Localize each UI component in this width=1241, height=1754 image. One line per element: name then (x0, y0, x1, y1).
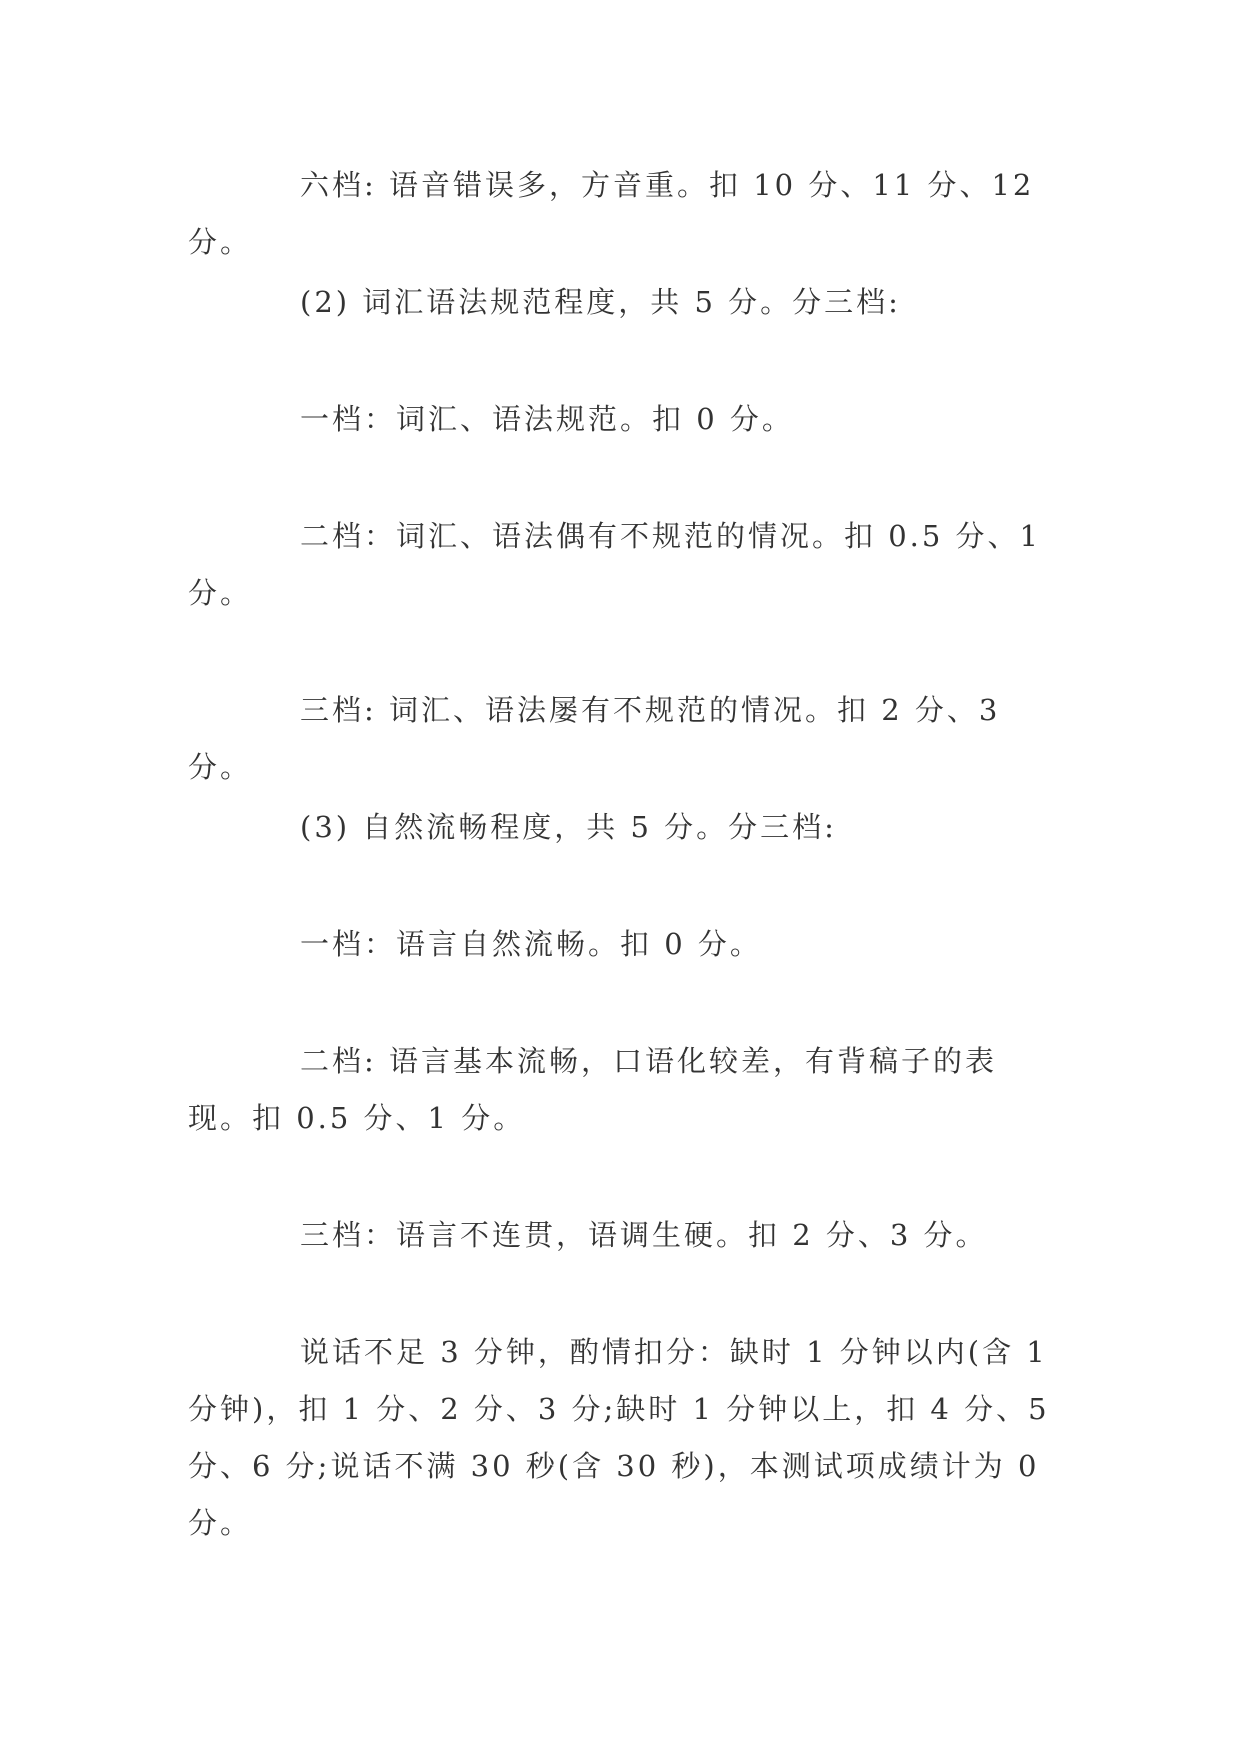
paragraph-vocabulary-grammar-heading: (2) 词汇语法规范程度，共 5 分。分三档: (300, 285, 901, 319)
paragraph-vocabulary-level-two: 二档：词汇、语法偶有不规范的情况。扣 0.5 分、1 分。 (188, 519, 1042, 610)
paragraph-level-six: 六档: 语音错误多，方音重。扣 10 分、11 分、12 分。 (188, 168, 1035, 259)
paragraph-fluency-level-two: 二档: 语言基本流畅，口语化较差，有背稿子的表现。扣 0.5 分、1 分。 (188, 1044, 997, 1135)
paragraph-fluency-heading: (3) 自然流畅程度，共 5 分。分三档: (300, 810, 837, 844)
paragraph-vocabulary-level-three: 三档: 词汇、语法屡有不规范的情况。扣 2 分、3 分。 (188, 693, 1001, 784)
paragraph-vocabulary-level-one: 一档：词汇、语法规范。扣 0 分。 (300, 402, 794, 436)
paragraph-fluency-level-three: 三档：语言不连贯，语调生硬。扣 2 分、3 分。 (300, 1218, 988, 1252)
paragraph-time-deduction-rule: 说话不足 3 分钟，酌情扣分：缺时 1 分钟以内(含 1 分钟)，扣 1 分、2 分、3 分;缺时 1 分钟以上，扣 4 分、5 分、6 分;说话不满 30 秒(含 30 秒)，本测试项成绩计为 0 分。 (188, 1335, 1050, 1540)
paragraph-fluency-level-one: 一档：语言自然流畅。扣 0 分。 (300, 927, 762, 961)
